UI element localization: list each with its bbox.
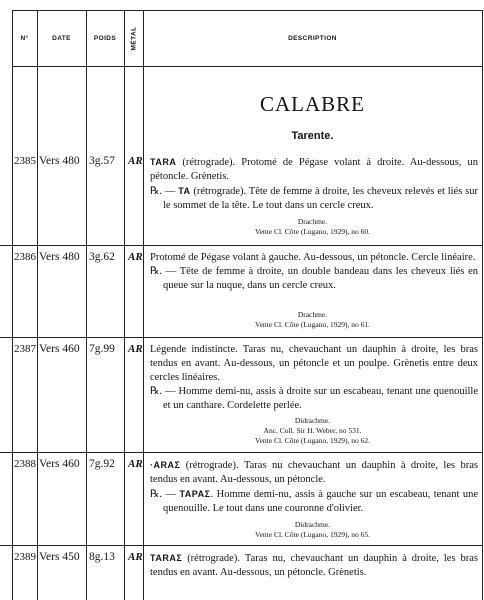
- entry-description: [150, 458, 478, 516]
- reverse-description: . Homme demi-nu, assis à gauche sur un escabeau, tenant une quenouille. Le tout dans une couronne d'olivier.: [163, 489, 478, 514]
- column-rule: [124, 10, 125, 600]
- entry-references: [143, 520, 482, 540]
- entry-date: Vers 480: [39, 251, 80, 263]
- obverse-legend: TARA: [150, 157, 177, 167]
- entry-number: 2385: [14, 155, 36, 167]
- column-rule: [482, 10, 483, 600]
- entry-separator: [0, 245, 482, 246]
- reverse-legend: TA: [178, 186, 191, 196]
- entry-metal: AR: [128, 458, 143, 470]
- entry-metal: AR: [128, 155, 143, 167]
- entry-date: Vers 450: [39, 551, 80, 563]
- obverse-text: [150, 251, 478, 265]
- entry-references: [143, 217, 482, 237]
- entry-number: 2386: [14, 251, 36, 263]
- denomination: Didrachme.: [294, 416, 331, 425]
- entry-description: [150, 343, 478, 413]
- entry-separator: [0, 452, 482, 453]
- entry-weight: 8g.13: [89, 551, 115, 563]
- obverse-text: [150, 551, 478, 580]
- header-metal-label: MÉTAL: [130, 26, 137, 50]
- entry-number: 2388: [14, 458, 36, 470]
- reverse-text: [150, 487, 478, 516]
- entry-separator: [0, 337, 482, 338]
- reverse-mark: ℞. —: [150, 489, 180, 500]
- obverse-description: Protomé de Pégase volant à gauche. Au-dessous, un pétoncle. Cercle linéaire.: [150, 252, 476, 263]
- reverse-description: (rétrograde). Tête de femme à droite, les cheveux relevés et liés sur le sommet de la tête. Le tout dans un cercle creux.: [163, 186, 478, 211]
- obverse-description: (rétrograde). Protomé de Pégase volant à droite. Au-dessous, un pétoncle. Grènetis.: [150, 157, 478, 182]
- reverse-mark: ℞. —: [150, 386, 179, 397]
- obverse-description: (rétrograde). Taras nu, chevauchant un dauphin à droite, les bras tendus en avant. Au-dessous, un pétoncle. Grènetis.: [150, 553, 478, 578]
- entry-separator: [0, 545, 482, 546]
- header-number: N°: [20, 34, 29, 42]
- entry-description: [150, 155, 478, 213]
- entry-metal: AR: [128, 251, 143, 263]
- entry-weight: 7g.92: [89, 458, 115, 470]
- reference: Vente Cl. Côte (Lugano, 1929), no 61.: [255, 320, 370, 329]
- entry-references: [143, 310, 482, 330]
- column-rule: [37, 10, 38, 600]
- header-weight: POIDS: [93, 34, 117, 42]
- obverse-description: (rétrograde). Taras nu chevauchant un dauphin à droite, les bras tendus en avant. Au-dessous, un pétoncle.: [150, 460, 478, 485]
- reverse-text: [150, 385, 478, 413]
- entry-number: 2389: [14, 551, 36, 563]
- denomination: Didrachme.: [294, 520, 331, 529]
- obverse-legend: TARAΣ: [150, 553, 183, 563]
- entry-date: Vers 480: [39, 155, 80, 167]
- reverse-text: [150, 184, 478, 213]
- entry-metal: AR: [128, 343, 143, 355]
- entry-date: Vers 460: [39, 343, 80, 355]
- entry-number: 2387: [14, 343, 36, 355]
- obverse-text: [150, 458, 478, 487]
- column-rule: [86, 10, 87, 600]
- reverse-description: Tête de femme à droite, un double bandeau dans les cheveux liés en queue sur la nuque, dans un cercle creux.: [163, 266, 478, 291]
- reverse-text: [150, 265, 478, 293]
- entry-weight: 3g.57: [89, 155, 115, 167]
- obverse-legend: ·ARAΣ: [150, 460, 181, 470]
- entry-metal: AR: [128, 551, 143, 563]
- entry-weight: 3g.62: [89, 251, 115, 263]
- reference: Vente Cl. Côte (Lugano, 1929), no 62.: [255, 436, 370, 445]
- header-description: DESCRIPTION: [288, 34, 337, 42]
- obverse-description: Légende indistincte. Taras nu, chevauchant un dauphin à droite, les bras tendus en avant. Au-dessous, un pétoncle et un poulpe. Grènetis entre deux cercles linéaires.: [150, 344, 478, 383]
- denomination: Drachme.: [297, 310, 328, 319]
- denomination: Drachme.: [297, 217, 328, 226]
- entry-description: [150, 251, 478, 293]
- header-date: DATE: [52, 34, 71, 42]
- header-bottom-rule: [12, 66, 482, 67]
- column-rule: [12, 10, 13, 600]
- entry-weight: 7g.99: [89, 343, 115, 355]
- reverse-mark: ℞. —: [150, 266, 180, 277]
- obverse-text: [150, 343, 478, 385]
- entry-description: [150, 551, 478, 580]
- reference: Anc. Coll. Sir H. Weber, no 531.: [263, 426, 362, 435]
- reverse-description: Homme demi-nu, assis à droite sur un escabeau, tenant une quenouille et un canthare. Cordelette perlée.: [163, 386, 478, 411]
- city-title: Tarente.: [291, 130, 334, 142]
- reference: Vente Cl. Côte (Lugano, 1929), no 60.: [255, 227, 370, 236]
- header-metal: [124, 10, 143, 66]
- reverse-mark: ℞. —: [150, 186, 179, 197]
- obverse-text: [150, 155, 478, 184]
- entry-date: Vers 460: [39, 458, 80, 470]
- entry-references: [143, 416, 482, 446]
- reverse-legend: TAPAΣ: [179, 489, 211, 499]
- reference: Vente Cl. Côte (Lugano, 1929), no 65.: [255, 530, 370, 539]
- region-title: CALABRE: [259, 92, 365, 116]
